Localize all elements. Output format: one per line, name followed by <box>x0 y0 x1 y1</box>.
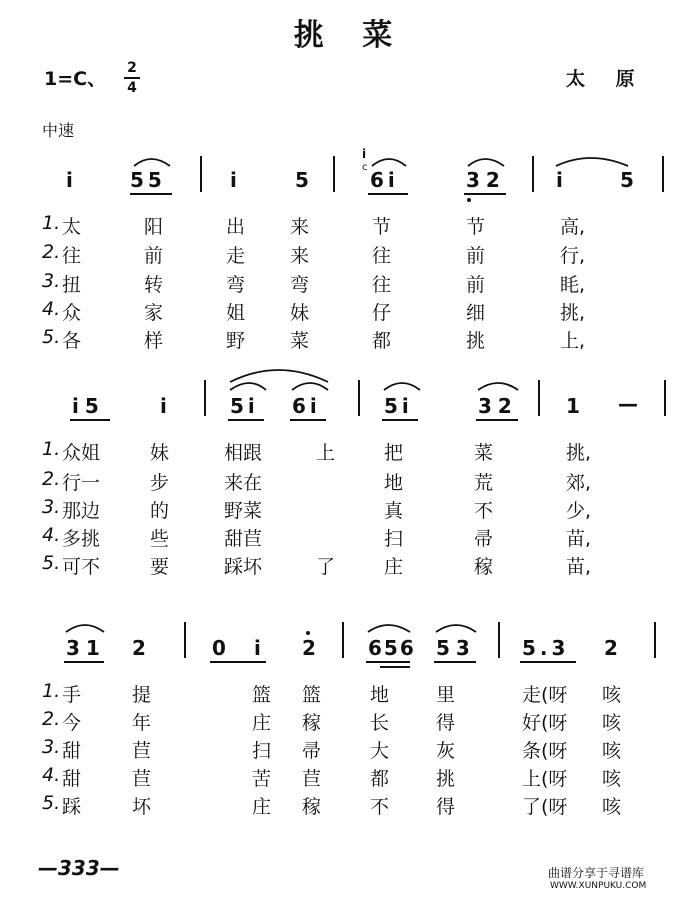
page-number: —333— <box>38 856 120 880</box>
lyric: 要 <box>150 556 170 578</box>
lyric: 苗, <box>566 528 592 550</box>
slur <box>292 383 328 390</box>
lyric: 往 <box>62 245 82 267</box>
lyric: 扫 <box>252 740 272 762</box>
lyric: 扫 <box>384 528 404 550</box>
lyric: 里 <box>436 684 456 706</box>
watermark-url: WWW.XUNPUKU.COM <box>550 881 647 891</box>
lyric: 来 <box>290 245 310 267</box>
lyric: 挑 <box>436 768 456 790</box>
verse-number: 3. <box>42 736 61 758</box>
lyric: 苗, <box>566 556 592 578</box>
slur <box>230 383 266 390</box>
note: 0 <box>212 636 226 660</box>
lyric: 挑 <box>466 330 486 352</box>
watermark-text: 曲谱分享于寻谱库 <box>548 866 645 880</box>
note: 5 <box>295 168 309 192</box>
note: i5 <box>72 394 105 418</box>
slur <box>478 383 518 390</box>
lyric: 少, <box>566 500 592 522</box>
note: 2 <box>302 636 316 660</box>
lyric: 可不 <box>62 556 101 578</box>
lyric: 手 <box>62 684 82 706</box>
lyric: 踩 <box>62 796 82 818</box>
meter-bottom: 4 <box>127 80 137 96</box>
verse-number: 5. <box>42 792 61 814</box>
song-origin: 太 原 <box>566 68 647 90</box>
verse-number: 1. <box>42 438 61 460</box>
lyric: 稼 <box>302 796 322 818</box>
note: 32 <box>478 394 518 418</box>
verse-number: 4. <box>42 298 61 320</box>
note: i <box>556 168 563 192</box>
lyric: 的 <box>150 500 170 522</box>
note: 5.3 <box>522 636 570 660</box>
lyric: 妹 <box>150 442 170 464</box>
lyric: 帚 <box>302 740 322 762</box>
lyric: 样 <box>144 330 164 352</box>
lyric: 前 <box>144 245 164 267</box>
lyric: 家 <box>144 302 164 324</box>
lyric: 篮 <box>302 684 322 706</box>
lyric: 眊, <box>560 274 586 296</box>
lyric: 了(呀 <box>522 796 568 818</box>
lyric: 高, <box>560 216 586 238</box>
note: 6i <box>370 168 399 192</box>
note: — <box>618 392 638 416</box>
note: 6i <box>292 394 321 418</box>
slur <box>134 159 170 166</box>
lyric: 地 <box>370 684 390 706</box>
lyric: 前 <box>466 274 486 296</box>
note: 31 <box>66 636 106 660</box>
lyric: 甜 <box>62 740 82 762</box>
lyric: 条(呀 <box>522 740 568 762</box>
lyric: 今 <box>62 712 82 734</box>
note: 53 <box>436 636 476 660</box>
lyric: 帚 <box>474 528 494 550</box>
grace-note <box>362 147 368 173</box>
lyric: 咳 <box>602 740 622 762</box>
lyric: 上(呀 <box>522 768 568 790</box>
svg-text:c: c <box>362 162 368 173</box>
slur <box>556 158 628 166</box>
lyric: 挑, <box>560 302 586 324</box>
lyric: 庄 <box>252 796 272 818</box>
lyric: 稼 <box>474 556 494 578</box>
svg-text:i: i <box>362 147 367 161</box>
lyric: 节 <box>466 216 486 238</box>
note: 5 <box>620 168 634 192</box>
slur <box>66 625 104 632</box>
note: 656 <box>368 636 416 660</box>
lyric: 苣 <box>302 768 322 790</box>
lyric: 那边 <box>62 500 101 522</box>
note: i <box>160 394 167 418</box>
lyric: 野 <box>226 330 246 352</box>
lyric: 踩坏 <box>224 556 263 578</box>
lyric: 姐 <box>226 302 246 324</box>
lyric: 荒 <box>474 472 494 494</box>
meter-top: 2 <box>127 60 137 76</box>
verse-number: 4. <box>42 524 61 546</box>
note: i <box>230 168 237 192</box>
lyric: 行, <box>560 245 586 267</box>
lyric: 来在 <box>224 472 263 494</box>
lyric: 苦 <box>252 768 272 790</box>
note: i <box>66 168 73 192</box>
lyric: 了 <box>316 556 336 578</box>
lyric: 甜苣 <box>224 528 263 550</box>
verse-number: 5. <box>42 326 61 348</box>
lyric: 庄 <box>252 712 272 734</box>
lyric: 苣 <box>132 740 152 762</box>
lyric: 行一 <box>62 472 101 494</box>
lyric: 菜 <box>474 442 494 464</box>
lyric: 咳 <box>602 768 622 790</box>
verse-number: 5. <box>42 552 61 574</box>
lyric: 来 <box>290 216 310 238</box>
lyric: 上 <box>316 442 336 464</box>
lyric: 些 <box>150 528 170 550</box>
song-title: 挑 菜 <box>293 18 407 53</box>
lyric: 众 <box>62 302 82 324</box>
lyric: 庄 <box>384 556 404 578</box>
lyric: 弯 <box>226 274 246 296</box>
lyric: 众姐 <box>62 442 101 464</box>
lyric: 不 <box>474 500 494 522</box>
slur <box>436 625 476 632</box>
lyric: 地 <box>384 472 404 494</box>
slur <box>384 383 420 390</box>
slur <box>368 625 410 632</box>
lyric: 走 <box>226 245 246 267</box>
note: 5i <box>230 394 259 418</box>
lyric: 多挑 <box>62 528 101 550</box>
lyric: 都 <box>372 330 392 352</box>
lyric: 坏 <box>132 796 152 818</box>
lyric: 长 <box>370 712 390 734</box>
lyric: 挑, <box>566 442 592 464</box>
verse-number: 3. <box>42 496 61 518</box>
lyric: 节 <box>372 216 392 238</box>
lyric: 太 <box>62 216 82 238</box>
lyric: 往 <box>372 274 392 296</box>
key-signature: 1=C、 <box>44 68 107 90</box>
verse-number: 4. <box>42 764 61 786</box>
lyric: 好(呀 <box>522 712 568 734</box>
lyric: 苣 <box>132 768 152 790</box>
lyric: 相跟 <box>224 442 263 464</box>
verse-number: 1. <box>42 212 61 234</box>
lyric: 妹 <box>290 302 310 324</box>
lyric: 大 <box>370 740 390 762</box>
lyric: 扭 <box>62 274 82 296</box>
slur <box>468 159 504 166</box>
lyric: 弯 <box>290 274 310 296</box>
lyric: 转 <box>144 274 164 296</box>
note: 1 <box>566 394 580 418</box>
lyric: 各 <box>62 330 82 352</box>
lyric: 菜 <box>290 330 310 352</box>
lyric: 咳 <box>602 684 622 706</box>
slur <box>372 159 406 166</box>
note: i <box>254 636 261 660</box>
lyric: 郊, <box>566 472 592 494</box>
lyric: 步 <box>150 472 170 494</box>
lyric: 提 <box>132 684 152 706</box>
lyric: 都 <box>370 768 390 790</box>
verse-number: 2. <box>42 708 61 730</box>
lyric: 阳 <box>144 216 164 238</box>
lyric: 前 <box>466 245 486 267</box>
note: 32 <box>466 168 506 192</box>
lyric: 稼 <box>302 712 322 734</box>
lyric: 上, <box>560 330 586 352</box>
verse-number: 2. <box>42 241 61 263</box>
lyric: 出 <box>226 216 246 238</box>
lyric: 往 <box>372 245 392 267</box>
note: 2 <box>604 636 618 660</box>
lyric: 得 <box>436 796 456 818</box>
lyric: 走(呀 <box>522 684 568 706</box>
note: 5i <box>384 394 413 418</box>
lyric: 细 <box>466 302 486 324</box>
lyric: 甜 <box>62 768 82 790</box>
verse-number: 3. <box>42 270 61 292</box>
lyric: 不 <box>370 796 390 818</box>
lyric: 年 <box>132 712 152 734</box>
lyric: 咳 <box>602 796 622 818</box>
lyric: 把 <box>384 442 404 464</box>
verse-number: 1. <box>42 680 61 702</box>
note: 55 <box>130 168 166 192</box>
lyric: 灰 <box>436 740 456 762</box>
lyric: 得 <box>436 712 456 734</box>
lyric: 咳 <box>602 712 622 734</box>
tempo-marking: 中速 <box>42 121 75 140</box>
lyric: 野菜 <box>224 500 263 522</box>
note: 2 <box>132 636 146 660</box>
verse-number: 2. <box>42 468 61 490</box>
lyric: 仔 <box>372 302 392 324</box>
lyric: 篮 <box>252 684 272 706</box>
slur <box>230 370 328 382</box>
lyric: 真 <box>384 500 404 522</box>
